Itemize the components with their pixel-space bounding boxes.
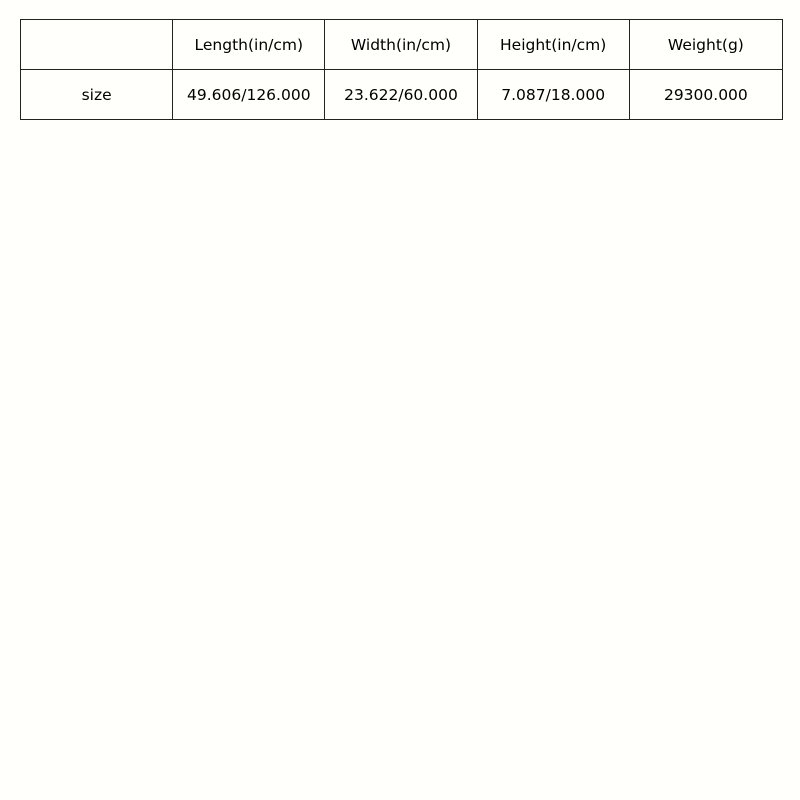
- size-spec-table: [20, 19, 783, 120]
- header-length: Length(in/cm): [173, 20, 325, 70]
- table-header-row: [21, 20, 783, 70]
- header-width: Width(in/cm): [325, 20, 477, 70]
- table-corner-cell: [21, 20, 173, 70]
- row-label-size: size: [21, 70, 173, 120]
- cell-weight: 29300.000: [629, 70, 782, 120]
- table-row: [21, 70, 783, 120]
- cell-length: 49.606/126.000: [173, 70, 325, 120]
- header-weight: Weight(g): [629, 20, 782, 70]
- cell-height: 7.087/18.000: [477, 70, 629, 120]
- cell-width: 23.622/60.000: [325, 70, 477, 120]
- header-height: Height(in/cm): [477, 20, 629, 70]
